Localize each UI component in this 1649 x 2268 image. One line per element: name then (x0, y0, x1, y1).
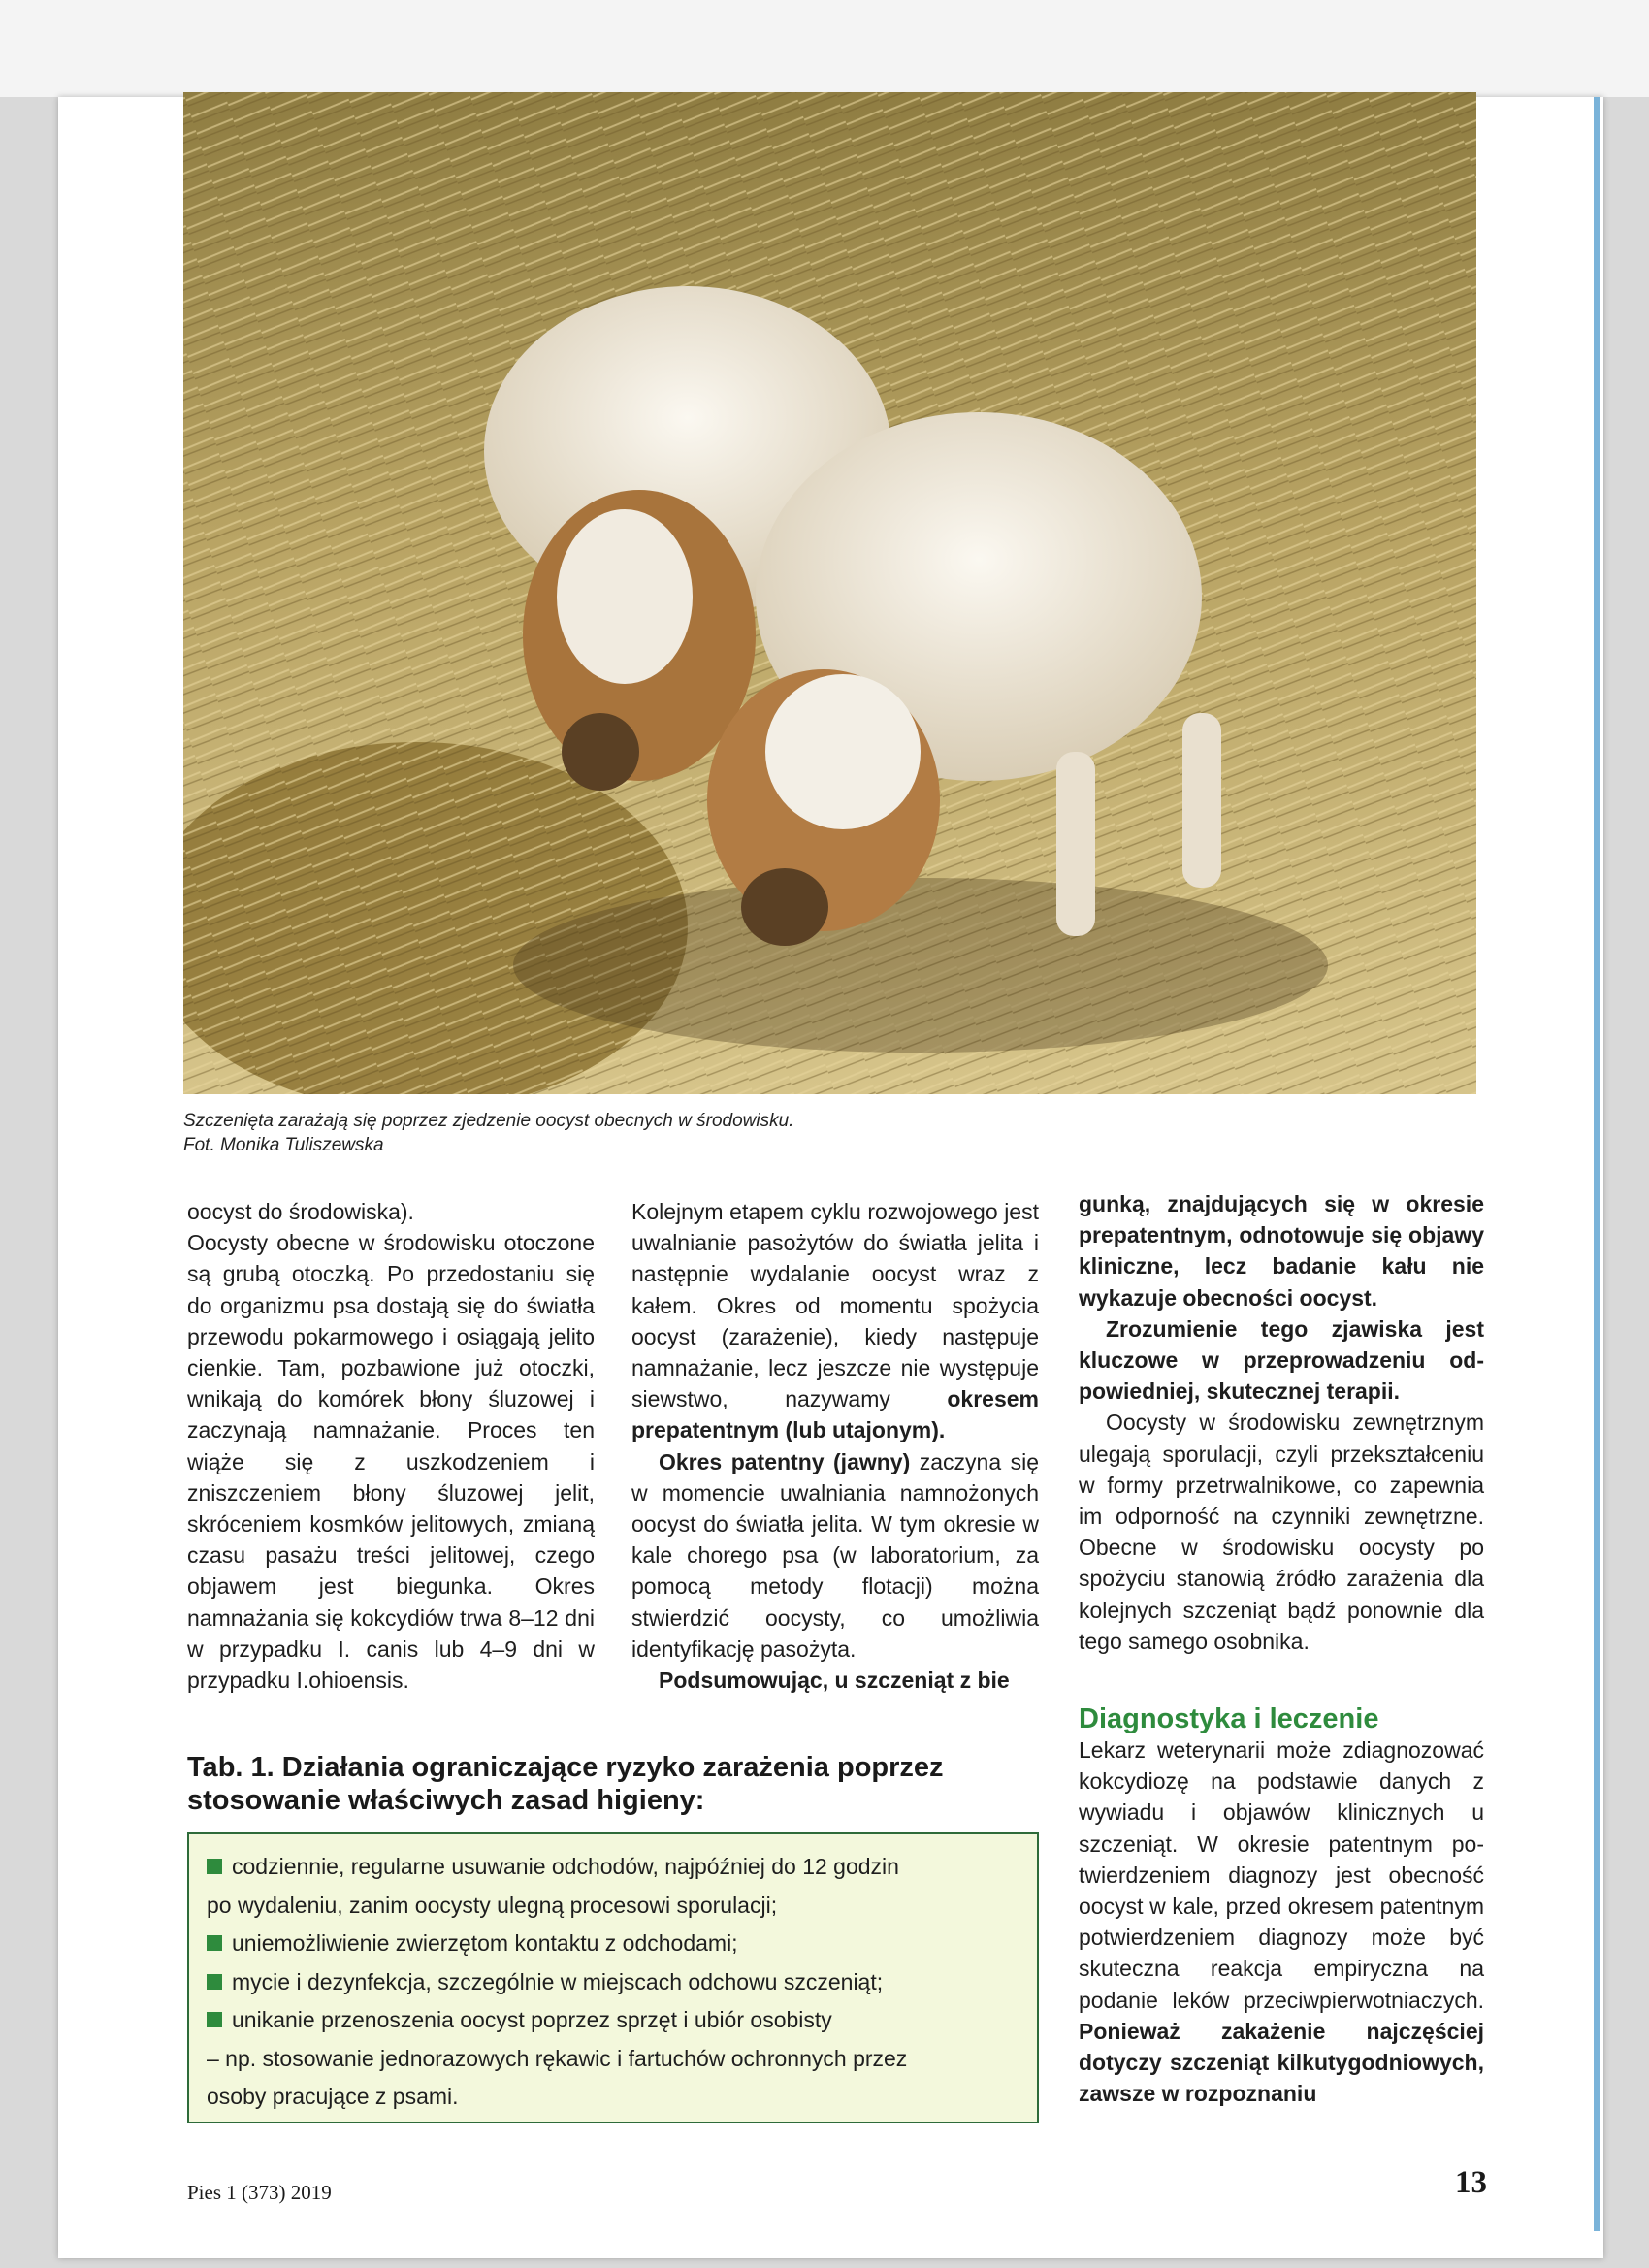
list-item-continuation: – np. stosowanie jednorazowych rękawic i fartuchów ochronnych przez (207, 2045, 908, 2071)
list-item-continuation: osoby pracujące z psami. (207, 2084, 459, 2109)
paragraph: Lekarz weterynarii może zdiagnozować kokcydiozę na podstawie danych z wywiadu i objawów klinicznych u szczeniąt. W okresie patentnym potwierdzeniem diagnozy jest obecność oocyst w kale, przed okresem patentnym potwierdzeniem diagnozy może być skuteczna reakcja empiryczna na podanie leków przeciwpierwotniaczych. Ponieważ zakażenie najczęściej dotyczy szczeniąt kilkutygodniowych, zawsze w rozpoznaniu (1079, 1737, 1484, 2107)
paragraph (631, 1665, 1039, 1696)
list-item: unikanie przenoszenia oocyst poprzez sprzęt i ubiór osobisty (207, 2001, 1019, 2040)
issue-label: Pies 1 (373) 2019 (187, 2181, 332, 2204)
bold-term: okresem prepatentnym (lub utajonym). (631, 1386, 1039, 1443)
square-bullet-icon (207, 1859, 222, 1874)
table-title: Tab. 1. Działania ograniczające ryzyko zarażenia poprzez stosowanie właściwych zasad higieny: (187, 1752, 944, 1816)
list-item: mycie i dezynfekcja, szczególnie w miejscach odchowu szczeniąt; (207, 1963, 1019, 2002)
paragraph: gunką, znajdujących się w okresie prepatentnym, odnotowuje się objawy kliniczne, lecz badanie kału nie wykazuje obecności oocyst. (1079, 1191, 1484, 1311)
bold-term: Okres patentny (jawny) (659, 1448, 911, 1474)
photo-caption (183, 1109, 1056, 1157)
paragraph: Kolejnym etapem cyklu rozwojowego jest uwalnianie pasożytów do światła jelita i następnie wydalanie oocyst wraz z kałem. Okres od momentu spożycia oocyst (zarażenie), kiedy następuje namnażanie, lecz jeszcze nie występuje siewstwo, nazywamy okresem prepatentnym (lub utajonym). (631, 1199, 1039, 1443)
paragraph: Oocysty w środowisku zewnętrznym ulegają sporulacji, czyli przekształceniu w formy przetrwalnikowe, co zapewnia im odporność na czynniki zewnętrzne. Obecne w środowisku oocysty po spożyciu stanowią źródło zarażenia dla kolejnych szczeniąt bądź ponownie dla tego samego osobnika. (1079, 1409, 1484, 1654)
text-column-1 (187, 1196, 595, 1696)
list-item: uniemożliwienie zwierzętom kontaktu z odchodami; (207, 1925, 1019, 1963)
paragraph: oocyst do środowiska). (187, 1199, 414, 1224)
square-bullet-icon (207, 1935, 222, 1951)
section-body (1079, 1734, 1484, 2109)
section-heading: Diagnostyka i leczenie (1079, 1703, 1379, 1734)
photo-credit: Fot. Monika Tuliszewska (183, 1135, 384, 1155)
paragraph: Okres patentny (jawny) zaczyna się w momencie uwalniania namnożonych oocyst do światła jelita. W tym okresie w kale chorego psa (w laboratorium, za pomocą metody flotacji) można stwierdzić oocysty, co umożliwia identyfikację pasożyta. (631, 1448, 1039, 1662)
paragraph: Zrozumienie tego zjawiska jest kluczowe w przeprowadzeniu odpowiedniej, skutecznej terapii. (1079, 1315, 1484, 1405)
page-number: 13 (1455, 2165, 1487, 2200)
scan-background (0, 0, 1649, 97)
hygiene-table (187, 1832, 1039, 2123)
page-edge-stripe (1594, 97, 1600, 2231)
square-bullet-icon (207, 2012, 222, 2027)
bold-lead: Podsumowując, u szczeniąt z bie (659, 1668, 1010, 1694)
paragraph: Oocysty obecne w środowisku otoczone są grubą otoczką. Po przedostaniu się do organizmu psa dostają się do światła przewodu pokarmowego i osiągają jelito cienkie. Tam, pozbawione już otoczki, wnikają do komórek błony śluzowej i zaczynają namnażanie. Proces ten wiąże się z uszkodzeniem i zniszczeniem błony śluzowej jelit, skróceniem kosmków jelitowych, zmianą czasu pasażu treści jelitowej, czego objawem jest biegunka. Okres namnażania się kokcydiów trwa 8–12 dni w przypadku I. canis lub 4–9 dni w przypadku I.ohioensis. (187, 1230, 595, 1694)
square-bullet-icon (207, 1974, 222, 1990)
caption-text: Szczenięta zarażają się poprzez zjedzenie oocyst obecnych w środowisku. (183, 1111, 794, 1131)
puppies-photo (183, 92, 1476, 1094)
list-item: codziennie, regularne usuwanie odchodów, najpóźniej do 12 godzin (207, 1848, 1019, 1887)
list-item-continuation: po wydaleniu, zanim oocysty ulegną procesowi sporulacji; (207, 1892, 778, 1918)
text-column-2 (631, 1196, 1039, 1696)
text-column-3 (1079, 1188, 1484, 1657)
